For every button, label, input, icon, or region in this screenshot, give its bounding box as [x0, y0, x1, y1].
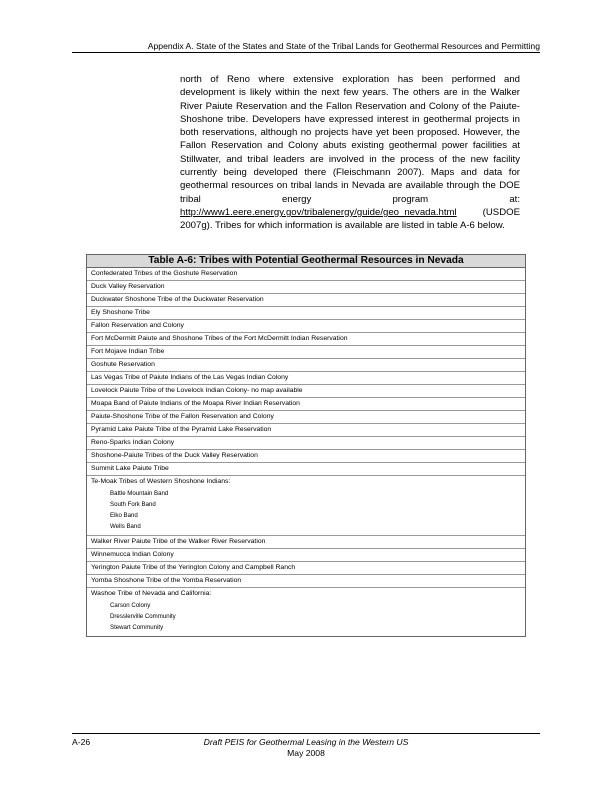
table-row: Reno-Sparks Indian Colony: [87, 437, 525, 450]
table-row: Summit Lake Paiute Tribe: [87, 463, 525, 476]
table-row-temoak: [87, 476, 525, 536]
band-item: Battle Mountain Band: [110, 490, 169, 497]
table-title: Table A-6: Tribes with Potential Geothermal Resources in Nevada: [87, 255, 525, 268]
doe-tribal-energy-link[interactable]: http://www1.eere.energy.gov/tribalenergy/guide/geo_nevada.html: [180, 206, 457, 218]
table-row: Pyramid Lake Paiute Tribe of the Pyramid Lake Reservation: [87, 424, 525, 437]
band-item: South Fork Band: [110, 501, 156, 508]
table-row: Lovelock Paiute Tribe of the Lovelock Indian Colony- no map available: [87, 385, 525, 398]
tribes-table: [86, 254, 526, 637]
community-item: Carson Colony: [110, 602, 151, 609]
table-row: Shoshone-Paiute Tribes of the Duck Valley Reservation: [87, 450, 525, 463]
table-row: Duck Valley Reservation: [87, 281, 525, 294]
footer-center: [180, 737, 432, 759]
table-row: Fallon Reservation and Colony: [87, 320, 525, 333]
footer-rule: [72, 733, 540, 734]
body-paragraph: [180, 73, 520, 233]
page-number: A-26: [72, 737, 91, 747]
temoak-label: Te-Moak Tribes of Western Shoshone Indians:: [91, 478, 231, 485]
paragraph-tail: (USDOE 2007g). Tribes for which information is available are listed in table A-6 below.: [180, 206, 520, 232]
table-row: Fort McDermitt Paiute and Shoshone Tribes of the Fort McDermitt Indian Reservation: [87, 333, 525, 346]
table-row: Las Vegas Tribe of Paiute Indians of the Las Vegas Indian Colony: [87, 372, 525, 385]
band-item: Elko Band: [110, 512, 138, 519]
table-row: Walker River Paiute Tribe of the Walker River Reservation: [87, 536, 525, 549]
table-row: Goshute Reservation: [87, 359, 525, 372]
header-rule: [72, 52, 540, 53]
document-title: Draft PEIS for Geothermal Leasing in the Western US: [203, 737, 409, 747]
table-row-washoe: [87, 588, 525, 636]
community-item: Stewart Community: [110, 624, 164, 631]
table-row: Winnemucca Indian Colony: [87, 549, 525, 562]
running-header: Appendix A. State of the States and State of the Tribal Lands for Geothermal Resources and Permitting: [147, 41, 540, 51]
table-row: Moapa Band of Paiute Indians of the Moapa River Indian Reservation: [87, 398, 525, 411]
band-item: Wells Band: [110, 523, 141, 530]
table-row: Yerington Paiute Tribe of the Yerington Colony and Campbell Ranch: [87, 562, 525, 575]
paragraph-text: north of Reno where extensive exploration has been performed and development is likely within the next few years. The others are in the Walker River Paiute Reservation and the Fallon Reservation and Colony of the Paiute-Shoshone tribe. Developers have expressed interest in geothermal projects in both reservations, although no projects have yet been proposed. However, the Fallon Reservation and Colony abuts existing geothermal power facilities at Stillwater, and tribal leaders are involved in the process of the new facility currently being developed there (Fleischmann 2007). Maps and data for geothermal resources on tribal lands in Nevada are available through the DOE tribal energy program at:: [180, 74, 520, 205]
document-date: May 2008: [287, 748, 325, 758]
table-row: Paiute-Shoshone Tribe of the Fallon Reservation and Colony: [87, 411, 525, 424]
table-row: Yomba Shoshone Tribe of the Yomba Reservation: [87, 575, 525, 588]
table-row: Ely Shoshone Tribe: [87, 307, 525, 320]
table-row: Confederated Tribes of the Goshute Reservation: [87, 268, 525, 281]
washoe-label: Washoe Tribe of Nevada and California:: [91, 590, 212, 597]
community-item: Dresslerville Community: [110, 613, 176, 620]
table-row: Fort Mojave Indian Tribe: [87, 346, 525, 359]
table-row: Duckwater Shoshone Tribe of the Duckwater Reservation: [87, 294, 525, 307]
